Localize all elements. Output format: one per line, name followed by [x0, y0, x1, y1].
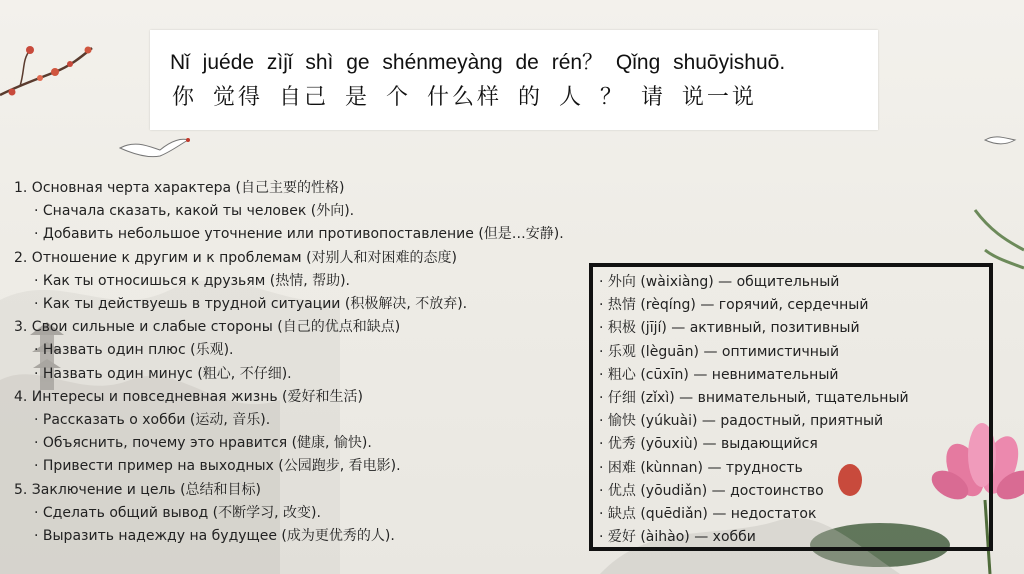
vocab-item: · 爱好 (àihào) — хобби	[599, 529, 756, 546]
vocab-item: · 乐观 (lèguān) — оптимистичный	[599, 343, 840, 360]
title-hanzi: 你 觉得 自己 是 个 什么样 的 人 ？ 请 说一说	[172, 85, 757, 110]
plum-blossom-branch-icon	[0, 46, 92, 96]
outline-subpoint: · Объяснить, почему это нравится (健康, 愉快).	[34, 435, 372, 452]
outline-subpoint: · Как ты относишься к друзьям (热情, 帮助).	[34, 272, 351, 289]
essay-outline	[14, 177, 594, 548]
bamboo-leaves-icon	[975, 210, 1024, 268]
outline-heading: 4. Интересы и повседневная жизнь (爱好和生活)	[14, 388, 363, 405]
vocab-item: · 优点 (yōudiǎn) — достоинство	[599, 482, 824, 499]
outline-heading: 1. Основная черта характера (自己主要的性格)	[14, 180, 345, 196]
outline-subpoint: · Сделать общий вывод (不断学习, 改变).	[34, 504, 321, 521]
vocab-item: · 仔细 (zǐxì) — внимательный, тщательный	[599, 390, 909, 407]
outline-heading: 3. Свои сильные и слабые стороны (自己的优点和缺点)	[14, 319, 401, 336]
outline-subpoint: · Назвать один плюс (乐观).	[34, 342, 234, 359]
title-card	[150, 30, 878, 130]
outline-subpoint: · Привести пример на выходных (公园跑步, 看电影).	[34, 458, 401, 475]
vocab-item: · 困难 (kùnnan) — трудность	[599, 459, 803, 476]
outline-subpoint: · Выразить надежду на будущее (成为更优秀的人).	[34, 528, 395, 545]
outline-heading: 2. Отношение к другим и к проблемам (对别人和对困难的态度)	[14, 249, 457, 266]
vocab-item: · 粗心 (cūxīn) — невнимательный	[599, 366, 839, 383]
outline-subpoint: · Назвать один минус (粗心, 不仔细).	[34, 365, 292, 382]
vocab-item: · 优秀 (yōuxiù) — выдающийся	[599, 436, 818, 453]
outline-subpoint: · Добавить небольшое уточнение или противопоставление (但是…安静).	[34, 226, 564, 243]
outline-subpoint: · Рассказать о хобби (运动, 音乐).	[34, 412, 271, 429]
crane-icon	[985, 137, 1015, 144]
vocab-item: · 积极 (jījí) — активный, позитивный	[599, 320, 860, 337]
vocab-item: · 缺点 (quēdiǎn) — недостаток	[599, 506, 817, 523]
vocab-item: · 外向 (wàixiàng) — общительный	[599, 274, 840, 290]
crane-icon	[120, 138, 190, 157]
outline-subpoint: · Сначала сказать, какой ты человек (外向).	[34, 203, 355, 220]
vocabulary-box	[589, 263, 993, 551]
outline-heading: 5. Заключение и цель (总结和目标)	[14, 481, 262, 498]
vocabulary-list	[599, 271, 909, 549]
vocab-item: · 热情 (rèqíng) — горячий, сердечный	[599, 297, 869, 314]
vocab-item: · 愉快 (yúkuài) — радостный, приятный	[599, 413, 884, 430]
title-pinyin: Nǐ juéde zìjǐ shì ge shénmeyàng de rén？ Qǐng shuōyishuō.	[170, 51, 786, 74]
outline-subpoint: · Как ты действуешь в трудной ситуации (积极解决, 不放弃).	[34, 296, 468, 313]
